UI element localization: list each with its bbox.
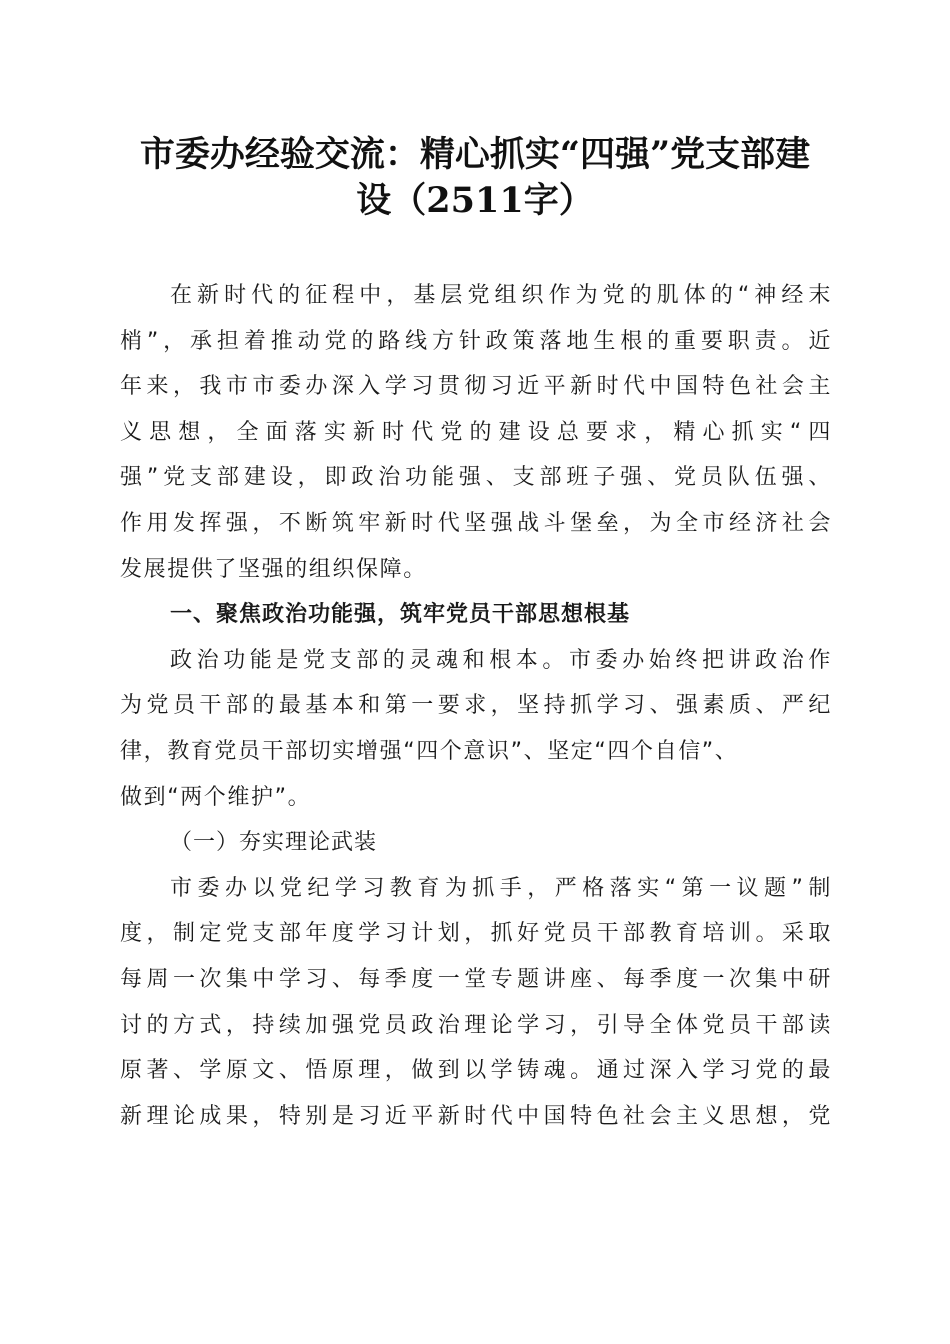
document-body: [120, 273, 832, 1139]
paragraph-1-line: 作用发挥强，不断筑牢新时代坚强战斗堡垒，为全市经济社会: [120, 510, 832, 536]
paragraph-1-line: 义思想，全面落实新时代党的建设总要求，精心抓实“四: [120, 419, 832, 445]
section-heading: 一、聚焦政治功能强，筑牢党员干部思想根基: [170, 602, 631, 628]
paragraph-1-line: 在新时代的征程中，基层党组织作为党的肌体的“神经末: [170, 283, 832, 308]
paragraph-2-line: 政治功能是党支部的灵魂和根本。市委办始终把讲政治作: [170, 647, 832, 673]
paragraph-3-line: 新理论成果，特别是习近平新时代中国特色社会主义思想，党: [120, 1103, 832, 1129]
paragraph-3-line: 市委办以党纪学习教育为抓手，严格落实“第一议题”制: [170, 875, 832, 901]
paragraph-3-line: 原著、学原文、悟原理，做到以学铸魂。通过深入学习党的最: [120, 1058, 832, 1084]
paragraph-3-line: 讨的方式，持续加强党员政治理论学习，引导全体党员干部读: [120, 1012, 832, 1038]
paragraph-3-line: 度，制定党支部年度学习计划，抓好党员干部教育培训。采取: [120, 921, 832, 947]
subsection-heading: （一）夯实理论武装: [170, 830, 378, 856]
paragraph-2-line: 律，教育党员干部切实增强“四个意识”、坚定“四个自信”、: [120, 738, 739, 764]
paragraph-1-line: 年来，我市市委办深入学习贯彻习近平新时代中国特色社会主: [120, 374, 832, 400]
title-line-2: 设（2511字）: [356, 180, 594, 221]
paragraph-3-line: 每周一次集中学习、每季度一堂专题讲座、每季度一次集中研: [120, 966, 832, 992]
paragraph-1-line: 强”党支部建设，即政治功能强、支部班子强、党员队伍强、: [120, 465, 832, 491]
document-title: [110, 132, 840, 224]
paragraph-1-line: 梢”，承担着推动党的路线方针政策落地生根的重要职责。近: [120, 328, 832, 354]
paragraph-2-line: 做到“两个维护”。: [120, 784, 312, 810]
paragraph-1-line: 发展提供了坚强的组织保障。: [120, 556, 427, 582]
paragraph-2-line: 为党员干部的最基本和第一要求，坚持抓学习、强素质、严纪: [120, 693, 832, 719]
title-line-1: 市委办经验交流：精心抓实“四强”党支部建: [139, 134, 811, 175]
